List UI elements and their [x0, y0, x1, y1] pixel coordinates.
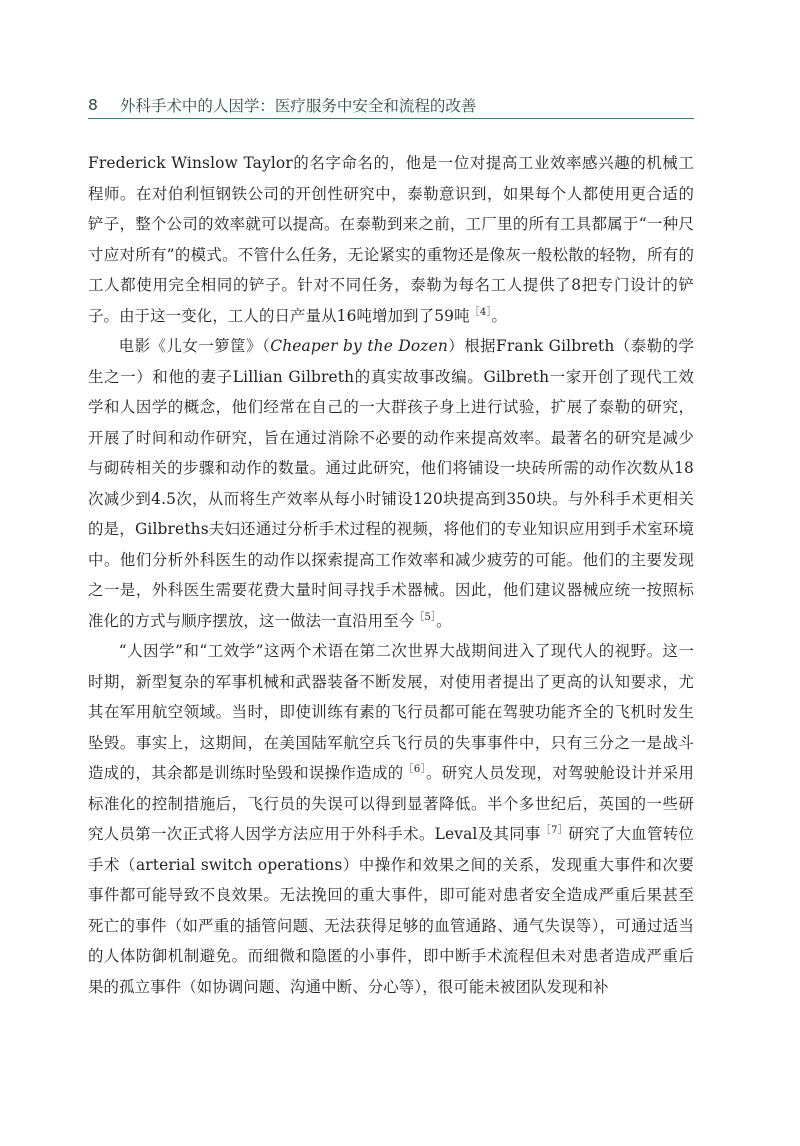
book-title: 外科手术中的人因学：医疗服务中安全和流程的改善 [119, 97, 477, 115]
text-run: 。 [436, 611, 452, 630]
paragraph [88, 148, 694, 331]
text-run: Frederick Winslow Taylor的名字命名的，他是一位对提高工业效率感兴趣的机械工程师。在对伯利恒钢铁公司的开创性研究中，泰勒意识到，如果每个人都使用更合适的铲子，整个公司的效率就可以提高。在泰勒到来之前，工厂里的所有工具都属于“一种尺寸应对所有”的模式。不管什么任务，无论紧实的重物还是像灰一般松散的轻物，所有的工人都使用完全相同的铲子。针对不同任务，泰勒为每名工人提供了8把专门设计的铲子。由于这一变化，工人的日产量从16吨增加到了59吨 [88, 154, 694, 325]
text-run: 电影《儿女一箩筐》（ [118, 337, 271, 355]
paragraph [88, 636, 694, 1002]
text-run: 。 [491, 306, 508, 325]
header-rule [88, 118, 694, 119]
citation-ref: ［4］ [469, 306, 492, 318]
body-text [88, 148, 694, 1002]
paragraph [88, 331, 694, 636]
italic-title: Cheaper by the Dozen [270, 337, 448, 355]
text-run: “人因学”和“工效学”这两个术语在第二次世界大战期间进入了现代人的视野。这一时期，新型复杂的军事机械和武器装备不断发展，对使用者提出了更高的认知要求，尤其在军用航空领域。当时，即使训练有素的飞行员都可能在驾驶功能齐全的飞机时发生坠毁。事实上，这期间，在美国陆军航空兵飞行员的失事事件中，只有三分之一是战斗造成的，其余都是训练时坠毁和误操作造成的 [88, 642, 694, 782]
text-run: 。研究人员发现，对驾驶舱设计并采用标准化的控制措施后，飞行员的失误可以得到显著降低。半个多世纪后，英国的一些研究人员第一次正式将人因学方法应用于外科手术。Leval及其同事 [88, 764, 694, 843]
page-number: 8 [88, 96, 98, 114]
citation-ref: ［6］ [403, 764, 427, 775]
citation-ref: ［5］ [414, 611, 437, 623]
text-run: ）根据Frank Gilbreth（泰勒的学生之一）和他的妻子Lillian Gilbreth的真实故事改编。Gilbreth一家开创了现代工效学和人因学的概念，他们经常在自己的一大群孩子身上进行试验，扩展了泰勒的研究，开展了时间和动作研究，旨在通过消除不必要的动作来提高效率。最著名的研究是减少与砌砖相关的步骤和动作的数量。通过此研究，他们将铺设一块砖所需的动作次数从18次减少到4.5次，从而将生产效率从每小时铺设120块提高到350块。与外科手术更相关的是，Gilbreths夫妇还通过分析手术过程的视频，将他们的专业知识应用到手术室环境中。他们分析外科医生的动作以探索提高工作效率和减少疲劳的可能。他们的主要发现之一是，外科医生需要花费大量时间寻找手术器械。因此，他们建议器械应统一按照标准化的方式与顺序摆放，这一做法一直沿用至今 [88, 337, 694, 630]
text-run: 研究了大血管转位手术（arterial switch operations）中操作和效果之间的关系，发现重大事件和次要事件都可能导致不良效果。无法挽回的重大事件，即可能对患者安全造成严重后果甚至死亡的事件（如严重的插管问题、无法获得足够的血管通路、通气失误等），可通过适当的人体防御机制避免。而细微和隐匿的小事件，即中断手术流程但未对患者造成严重后果的孤立事件（如协调问题、沟通中断、分心等），很可能未被团队发现和补 [88, 825, 695, 996]
citation-ref: ［7］ [540, 825, 569, 836]
running-header [88, 92, 694, 118]
